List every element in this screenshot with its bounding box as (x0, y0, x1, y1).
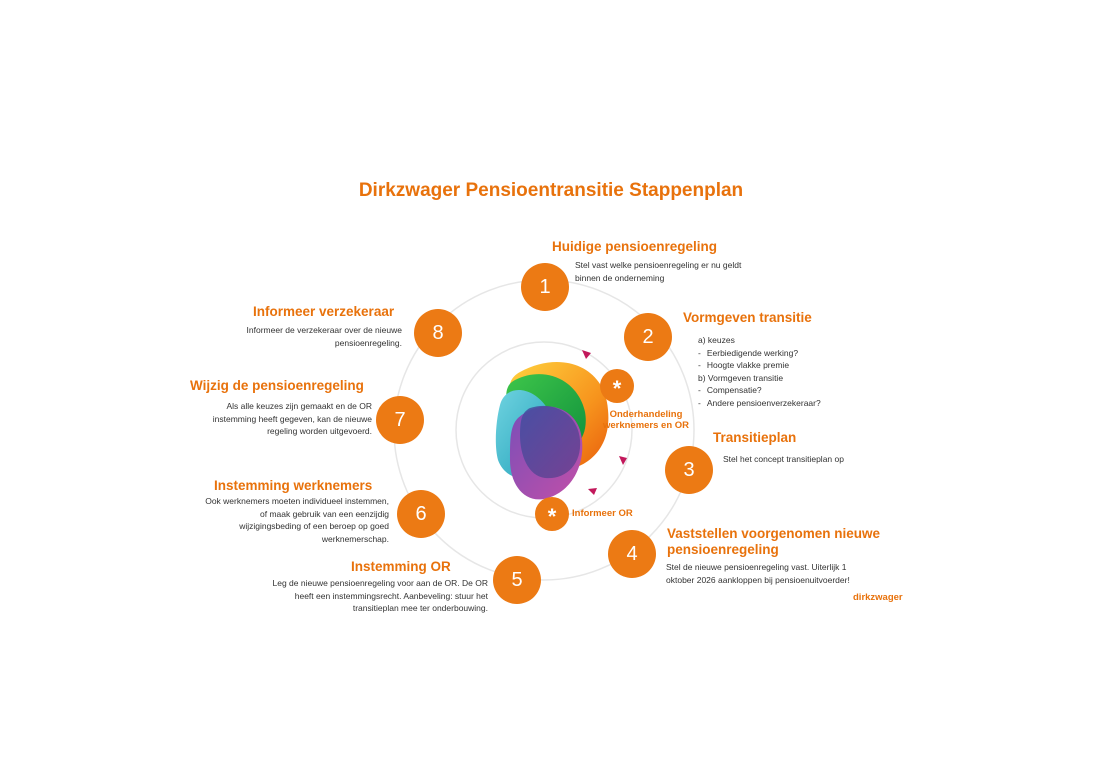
step-8-circle: 8 (414, 309, 462, 357)
step-8-text: Informeer de verzekeraar over de nieuwe pensioenregeling. (246, 325, 402, 348)
step-4-title: Vaststellen voorgenomen nieuwe pensioenregeling (667, 526, 881, 557)
step-1-circle: 1 (521, 263, 569, 311)
step-5-circle: 5 (493, 556, 541, 604)
step-2-item: - Eerbiedigende werking? (698, 347, 821, 360)
step-3-circle: 3 (665, 446, 713, 494)
step-6-text: Ook werknemers moeten individueel instemmen, of maak gebruik van een eenzijdig wijzigingsbeding of een beroep op goed werknemerschap. (205, 496, 389, 544)
step-7-title: Wijzig de pensioenregeling (190, 378, 364, 393)
inner-star-informeer-or: * (535, 497, 569, 531)
step-3-text: Stel het concept transitieplan op (723, 454, 844, 464)
step-2-title: Vormgeven transitie (683, 310, 812, 325)
central-blob-graphic (496, 362, 609, 499)
step-7-circle: 7 (376, 396, 424, 444)
step-2-list (698, 334, 821, 409)
inner-label-informeer-or: Informeer OR (572, 508, 633, 519)
step-5-text: Leg de nieuwe pensioenregeling voor aan de OR. De OR heeft een instemmingsrecht. Aanbeveling: stuur het transitieplan mee ter onderbouwing. (272, 578, 488, 613)
step-7-text: Als alle keuzes zijn gemaakt en de OR instemming heeft gegeven, kan de nieuwe regeling worden uitgevoerd. (212, 401, 372, 436)
step-3-title: Transitieplan (713, 430, 797, 445)
step-1-text: Stel vast welke pensioenregeling er nu geldt binnen de onderneming (575, 260, 742, 283)
inner-star-negotiation: * (600, 369, 634, 403)
dirkzwager-logo: dirkzwager (853, 592, 903, 603)
step-2-item: - Hoogte vlakke premie (698, 359, 821, 372)
step-2-item: a) keuzes (698, 335, 735, 345)
step-2-item: - Compensatie? (698, 384, 821, 397)
step-2-item: - Andere pensioenverzekeraar? (698, 397, 821, 410)
page-title: Dirkzwager Pensioentransitie Stappenplan (358, 180, 744, 201)
step-2-item: b) Vormgeven transitie (698, 372, 784, 383)
step-6-circle: 6 (397, 490, 445, 538)
step-5-title: Instemming OR (351, 559, 451, 574)
inner-label-negotiation: Onderhandeling werknemers en OR (602, 409, 690, 431)
step-1-title: Huidige pensioenregeling (552, 239, 718, 254)
step-2-circle: 2 (624, 313, 672, 361)
step-4-text: Stel de nieuwe pensioenregeling vast. Uiterlijk 1 oktober 2026 aankloppen bij pensioenuitvoerder! (666, 562, 850, 585)
step-4-circle: 4 (608, 530, 656, 578)
step-8-title: Informeer verzekeraar (253, 304, 395, 319)
step-6-title: Instemming werknemers (214, 478, 373, 493)
